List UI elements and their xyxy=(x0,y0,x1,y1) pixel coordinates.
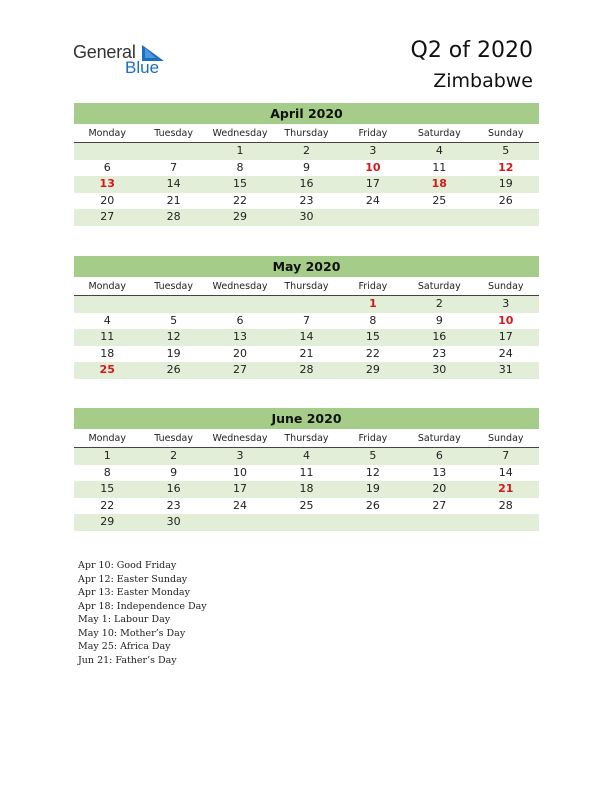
week-row xyxy=(74,143,539,160)
day-cell: 3 xyxy=(236,449,244,462)
month-title: April 2020 xyxy=(74,103,539,124)
empty-day-cell xyxy=(340,514,406,531)
weekday-label: Thursday xyxy=(284,433,329,444)
empty-day-cell xyxy=(473,514,539,531)
week-row xyxy=(74,313,539,330)
day-cell: 17 xyxy=(233,482,248,495)
day-cell: 9 xyxy=(302,160,310,174)
week-row xyxy=(74,514,539,531)
empty-day-cell xyxy=(74,296,140,313)
day-cell: 28 xyxy=(299,363,314,376)
empty-day-cell xyxy=(273,296,339,313)
day-cell: 6 xyxy=(435,449,443,462)
day-cell: 1 xyxy=(103,449,111,462)
day-cell: 22 xyxy=(100,498,115,512)
weekday-label: Monday xyxy=(88,281,126,292)
weekday-label: Tuesday xyxy=(154,128,193,139)
weekday-label: Friday xyxy=(358,128,388,139)
empty-day-cell xyxy=(340,209,406,226)
day-cell: 6 xyxy=(103,160,111,174)
empty-day-cell xyxy=(207,296,273,313)
day-cell: 10 xyxy=(365,160,381,174)
day-cell: 14 xyxy=(299,330,314,343)
day-cell: 2 xyxy=(170,449,178,462)
day-cell: 23 xyxy=(299,193,314,207)
day-cell: 25 xyxy=(432,193,447,207)
weekday-header-row xyxy=(74,124,539,143)
day-cell: 9 xyxy=(170,465,178,479)
day-cell: 1 xyxy=(236,144,244,157)
holiday-entry: Apr 12: Easter Sunday xyxy=(78,573,188,585)
week-row xyxy=(74,448,539,465)
weekday-label: Wednesday xyxy=(212,433,268,444)
empty-day-cell xyxy=(473,209,539,226)
day-cell: 30 xyxy=(432,363,447,376)
week-row xyxy=(74,176,539,193)
day-cell: 2 xyxy=(302,144,310,157)
empty-day-cell xyxy=(140,296,206,313)
weekday-label: Monday xyxy=(88,433,126,444)
weekday-label: Tuesday xyxy=(154,281,193,292)
month-calendar-april xyxy=(74,103,539,226)
weekday-label: Thursday xyxy=(284,281,329,292)
day-cell: 30 xyxy=(299,210,314,223)
week-row xyxy=(74,193,539,210)
weekday-label: Wednesday xyxy=(212,281,268,292)
day-cell: 22 xyxy=(233,193,248,207)
weekday-label: Thursday xyxy=(284,128,329,139)
holiday-entry: Apr 13: Easter Monday xyxy=(78,587,190,598)
day-cell: 13 xyxy=(432,465,447,479)
day-cell: 27 xyxy=(233,363,248,376)
weekday-label: Sunday xyxy=(487,281,524,292)
holiday-list xyxy=(78,559,378,667)
day-cell: 26 xyxy=(365,498,380,512)
day-cell: 20 xyxy=(233,346,248,360)
day-cell: 30 xyxy=(166,515,181,528)
day-cell: 18 xyxy=(431,177,447,190)
day-cell: 15 xyxy=(100,482,115,495)
day-cell: 2 xyxy=(435,297,443,310)
day-cell: 29 xyxy=(100,515,115,528)
day-cell: 4 xyxy=(435,144,443,157)
day-cell: 24 xyxy=(498,346,513,360)
holiday-entry: May 1: Labour Day xyxy=(78,614,171,625)
day-cell: 24 xyxy=(365,193,380,207)
page-title: Q2 of 2020 xyxy=(410,38,533,63)
day-cell: 19 xyxy=(166,346,181,360)
day-cell: 8 xyxy=(236,160,244,174)
weekday-header-row xyxy=(74,277,539,296)
day-cell: 3 xyxy=(369,144,377,157)
day-cell: 25 xyxy=(299,498,314,512)
day-cell: 29 xyxy=(365,363,380,376)
day-cell: 16 xyxy=(432,330,447,343)
weekday-label: Sunday xyxy=(487,433,524,444)
day-cell: 15 xyxy=(233,177,248,190)
day-cell: 3 xyxy=(502,297,510,310)
day-cell: 11 xyxy=(432,160,447,174)
weekday-label: Tuesday xyxy=(154,433,193,444)
day-cell: 5 xyxy=(502,144,510,157)
month-title: June 2020 xyxy=(74,408,539,429)
empty-day-cell xyxy=(140,143,206,160)
day-cell: 12 xyxy=(498,160,514,174)
day-cell: 14 xyxy=(166,177,181,190)
day-cell: 5 xyxy=(170,313,178,327)
week-row xyxy=(74,329,539,346)
empty-day-cell xyxy=(207,514,273,531)
empty-day-cell xyxy=(74,143,140,160)
day-cell: 12 xyxy=(166,330,181,343)
day-cell: 18 xyxy=(100,346,115,360)
weekday-label: Sunday xyxy=(487,128,524,139)
day-cell: 5 xyxy=(369,449,377,462)
country-name: Zimbabwe xyxy=(433,70,533,92)
day-cell: 4 xyxy=(103,313,111,327)
holiday-entry: Apr 18: Independence Day xyxy=(78,600,207,612)
day-cell: 21 xyxy=(166,193,181,207)
day-cell: 11 xyxy=(100,330,115,343)
day-cell: 27 xyxy=(100,210,115,223)
day-cell: 8 xyxy=(369,313,377,327)
day-cell: 26 xyxy=(166,363,181,376)
day-cell: 26 xyxy=(498,193,513,207)
day-cell: 29 xyxy=(233,210,248,223)
day-cell: 28 xyxy=(166,210,181,223)
month-calendar-june xyxy=(74,408,539,531)
week-row xyxy=(74,296,539,313)
day-cell: 22 xyxy=(365,346,380,360)
day-cell: 12 xyxy=(365,465,380,479)
day-cell: 16 xyxy=(299,177,314,190)
weekday-label: Saturday xyxy=(417,433,461,444)
weekday-label: Friday xyxy=(358,433,388,444)
holiday-entry: May 10: Mother’s Day xyxy=(78,627,186,639)
month-title: May 2020 xyxy=(74,256,539,277)
day-cell: 14 xyxy=(498,465,513,479)
week-row xyxy=(74,346,539,363)
day-cell: 13 xyxy=(99,177,115,190)
week-row xyxy=(74,362,539,379)
day-cell: 19 xyxy=(498,177,513,190)
day-cell: 31 xyxy=(498,363,513,376)
day-cell: 11 xyxy=(299,465,314,479)
week-row xyxy=(74,465,539,482)
weekday-label: Saturday xyxy=(417,128,461,139)
weekday-label: Friday xyxy=(358,281,388,292)
holiday-entry: Jun 21: Father’s Day xyxy=(78,654,177,666)
holiday-entry: Apr 10: Good Friday xyxy=(78,560,177,571)
day-cell: 27 xyxy=(432,498,447,512)
day-cell: 20 xyxy=(100,193,115,207)
day-cell: 18 xyxy=(299,482,314,495)
logo-general-text: General xyxy=(73,42,136,62)
day-cell: 24 xyxy=(233,498,248,512)
logo xyxy=(73,42,183,78)
week-row xyxy=(74,209,539,226)
empty-day-cell xyxy=(406,209,472,226)
weekday-label: Wednesday xyxy=(212,128,268,139)
day-cell: 1 xyxy=(369,297,377,310)
week-row xyxy=(74,481,539,498)
empty-day-cell xyxy=(406,514,472,531)
day-cell: 10 xyxy=(233,465,248,479)
day-cell: 23 xyxy=(166,498,181,512)
weekday-label: Monday xyxy=(88,128,126,139)
week-row xyxy=(74,160,539,177)
day-cell: 17 xyxy=(498,330,513,343)
week-row xyxy=(74,498,539,515)
day-cell: 7 xyxy=(502,449,510,462)
empty-day-cell xyxy=(273,514,339,531)
day-cell: 28 xyxy=(498,498,513,512)
month-calendar-may xyxy=(74,256,539,379)
day-cell: 21 xyxy=(498,482,514,495)
day-cell: 10 xyxy=(498,313,514,327)
day-cell: 4 xyxy=(302,449,310,462)
day-cell: 15 xyxy=(365,330,380,343)
day-cell: 19 xyxy=(365,482,380,495)
day-cell: 8 xyxy=(103,465,111,479)
day-cell: 7 xyxy=(170,160,178,174)
logo-blue-text: Blue xyxy=(125,58,160,77)
day-cell: 9 xyxy=(435,313,443,327)
holiday-entry: May 25: Africa Day xyxy=(78,641,171,652)
day-cell: 25 xyxy=(99,363,115,376)
day-cell: 17 xyxy=(365,177,380,190)
day-cell: 13 xyxy=(233,330,248,343)
day-cell: 7 xyxy=(302,313,310,327)
day-cell: 6 xyxy=(236,313,244,327)
day-cell: 21 xyxy=(299,346,314,360)
day-cell: 23 xyxy=(432,346,447,360)
weekday-header-row xyxy=(74,429,539,448)
day-cell: 20 xyxy=(432,482,447,495)
day-cell: 16 xyxy=(166,482,181,495)
weekday-label: Saturday xyxy=(417,281,461,292)
